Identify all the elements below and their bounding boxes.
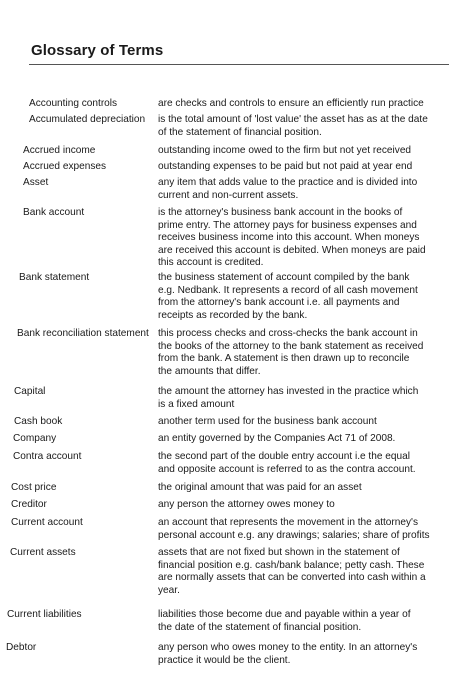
definition-line: practice it would be the client. xyxy=(158,654,291,666)
definition-accrued-income xyxy=(158,145,442,158)
term-bank-account: Bank account xyxy=(23,207,85,218)
term-current-account: Current account xyxy=(11,517,83,528)
definition-current-assets xyxy=(158,547,442,597)
term-bank-reconciliation-statement: Bank reconciliation statement xyxy=(17,328,149,339)
definition-line: financial position e.g. cash/bank balance; petty cash. These xyxy=(158,559,425,571)
definition-line: e.g. Nedbank. It represents a record of all cash movement xyxy=(158,284,418,296)
definition-line: any person who owes money to the entity. In an attorney's xyxy=(158,642,418,653)
definition-contra-account xyxy=(158,451,442,476)
definition-line: the books of the attorney to the bank statement as received xyxy=(158,340,424,352)
definition-bank-statement xyxy=(158,272,442,322)
definition-line: is the total amount of 'lost value' the asset has as at the date xyxy=(158,114,428,125)
definition-cash-book xyxy=(158,416,442,429)
definition-line: the amount the attorney has invested in the practice which xyxy=(158,386,419,397)
definition-bank-account xyxy=(158,207,442,270)
definition-line: from the bank. A statement is then drawn up to reconcile xyxy=(158,353,410,365)
term-capital: Capital xyxy=(14,386,46,397)
title-rule xyxy=(29,64,449,65)
term-company: Company xyxy=(13,433,57,444)
definition-line: are checks and controls to ensure an efficiently run practice xyxy=(158,98,424,109)
definition-line: is the attorney's business bank account in the books of xyxy=(158,207,403,218)
definition-line: outstanding income owed to the firm but not yet received xyxy=(158,145,412,156)
definition-current-liabilities xyxy=(158,609,442,634)
definition-line: of the statement of financial position. xyxy=(158,126,322,138)
definition-line: this process checks and cross-checks the bank account in xyxy=(158,328,418,339)
definition-line: is a fixed amount xyxy=(158,398,235,410)
definition-line: and opposite account is referred to as the contra account. xyxy=(158,463,416,475)
definition-creditor xyxy=(158,499,442,512)
definition-line: this account is credited. xyxy=(158,257,264,269)
definition-accrued-expenses xyxy=(158,161,442,174)
definition-cost-price xyxy=(158,482,442,495)
definition-capital xyxy=(158,386,442,411)
definition-line: an account that represents the movement in the attorney's xyxy=(158,517,419,528)
definition-line: assets that are not fixed but shown in the statement of xyxy=(158,547,400,558)
definition-line: another term used for the business bank account xyxy=(158,416,377,427)
definition-line: the date of the statement of financial position. xyxy=(158,621,362,633)
definition-line: the business statement of account compiled by the bank xyxy=(158,272,410,283)
definition-asset xyxy=(158,177,442,202)
definition-line: outstanding expenses to be paid but not paid at year end xyxy=(158,161,413,172)
term-cost-price: Cost price xyxy=(11,482,57,493)
definition-current-account xyxy=(158,517,442,542)
definition-company xyxy=(158,433,442,446)
definition-line: current and non-current assets. xyxy=(158,189,299,201)
definition-accounting-controls xyxy=(158,98,442,111)
definition-line: from the attorney's bank account i.e. all payments and xyxy=(158,297,400,309)
term-current-liabilities: Current liabilities xyxy=(7,609,82,620)
definition-line: personal account e.g. any drawings; salaries; share of profits xyxy=(158,529,430,541)
definition-line: year. xyxy=(158,584,180,596)
definition-line: receipts as recorded by the bank. xyxy=(158,309,308,321)
term-accrued-income: Accrued income xyxy=(23,145,96,156)
term-asset: Asset xyxy=(23,177,49,188)
definition-line: are received this account is debited. When moneys are paid xyxy=(158,244,426,256)
definition-accumulated-depreciation xyxy=(158,114,442,139)
definition-line: an entity governed by the Companies Act 71 of 2008. xyxy=(158,433,396,444)
definition-debtor xyxy=(158,642,442,667)
term-cash-book: Cash book xyxy=(14,416,63,427)
term-accumulated-depreciation: Accumulated depreciation xyxy=(29,114,146,125)
definition-line: are normally assets that can be converted into cash within a xyxy=(158,572,426,584)
term-contra-account: Contra account xyxy=(13,451,82,462)
definition-line: any item that adds value to the practice and is divided into xyxy=(158,177,418,188)
page-title: Glossary of Terms xyxy=(31,42,164,59)
term-accrued-expenses: Accrued expenses xyxy=(23,161,107,172)
term-creditor: Creditor xyxy=(11,499,47,510)
definition-line: receives business income into this account. When moneys xyxy=(158,232,420,244)
definition-line: the original amount that was paid for an asset xyxy=(158,482,362,493)
term-debtor: Debtor xyxy=(6,642,37,653)
term-accounting-controls: Accounting controls xyxy=(29,98,118,109)
term-bank-statement: Bank statement xyxy=(19,272,90,283)
term-current-assets: Current assets xyxy=(10,547,76,558)
definition-line: liabilities those become due and payable within a year of xyxy=(158,609,411,620)
definition-bank-reconciliation-statement xyxy=(158,328,442,378)
definition-line: prime entry. The attorney pays for business expenses and xyxy=(158,219,417,231)
definition-line: any person the attorney owes money to xyxy=(158,499,335,510)
definition-line: the second part of the double entry account i.e the equal xyxy=(158,451,410,462)
definition-line: the amounts that differ. xyxy=(158,365,261,377)
